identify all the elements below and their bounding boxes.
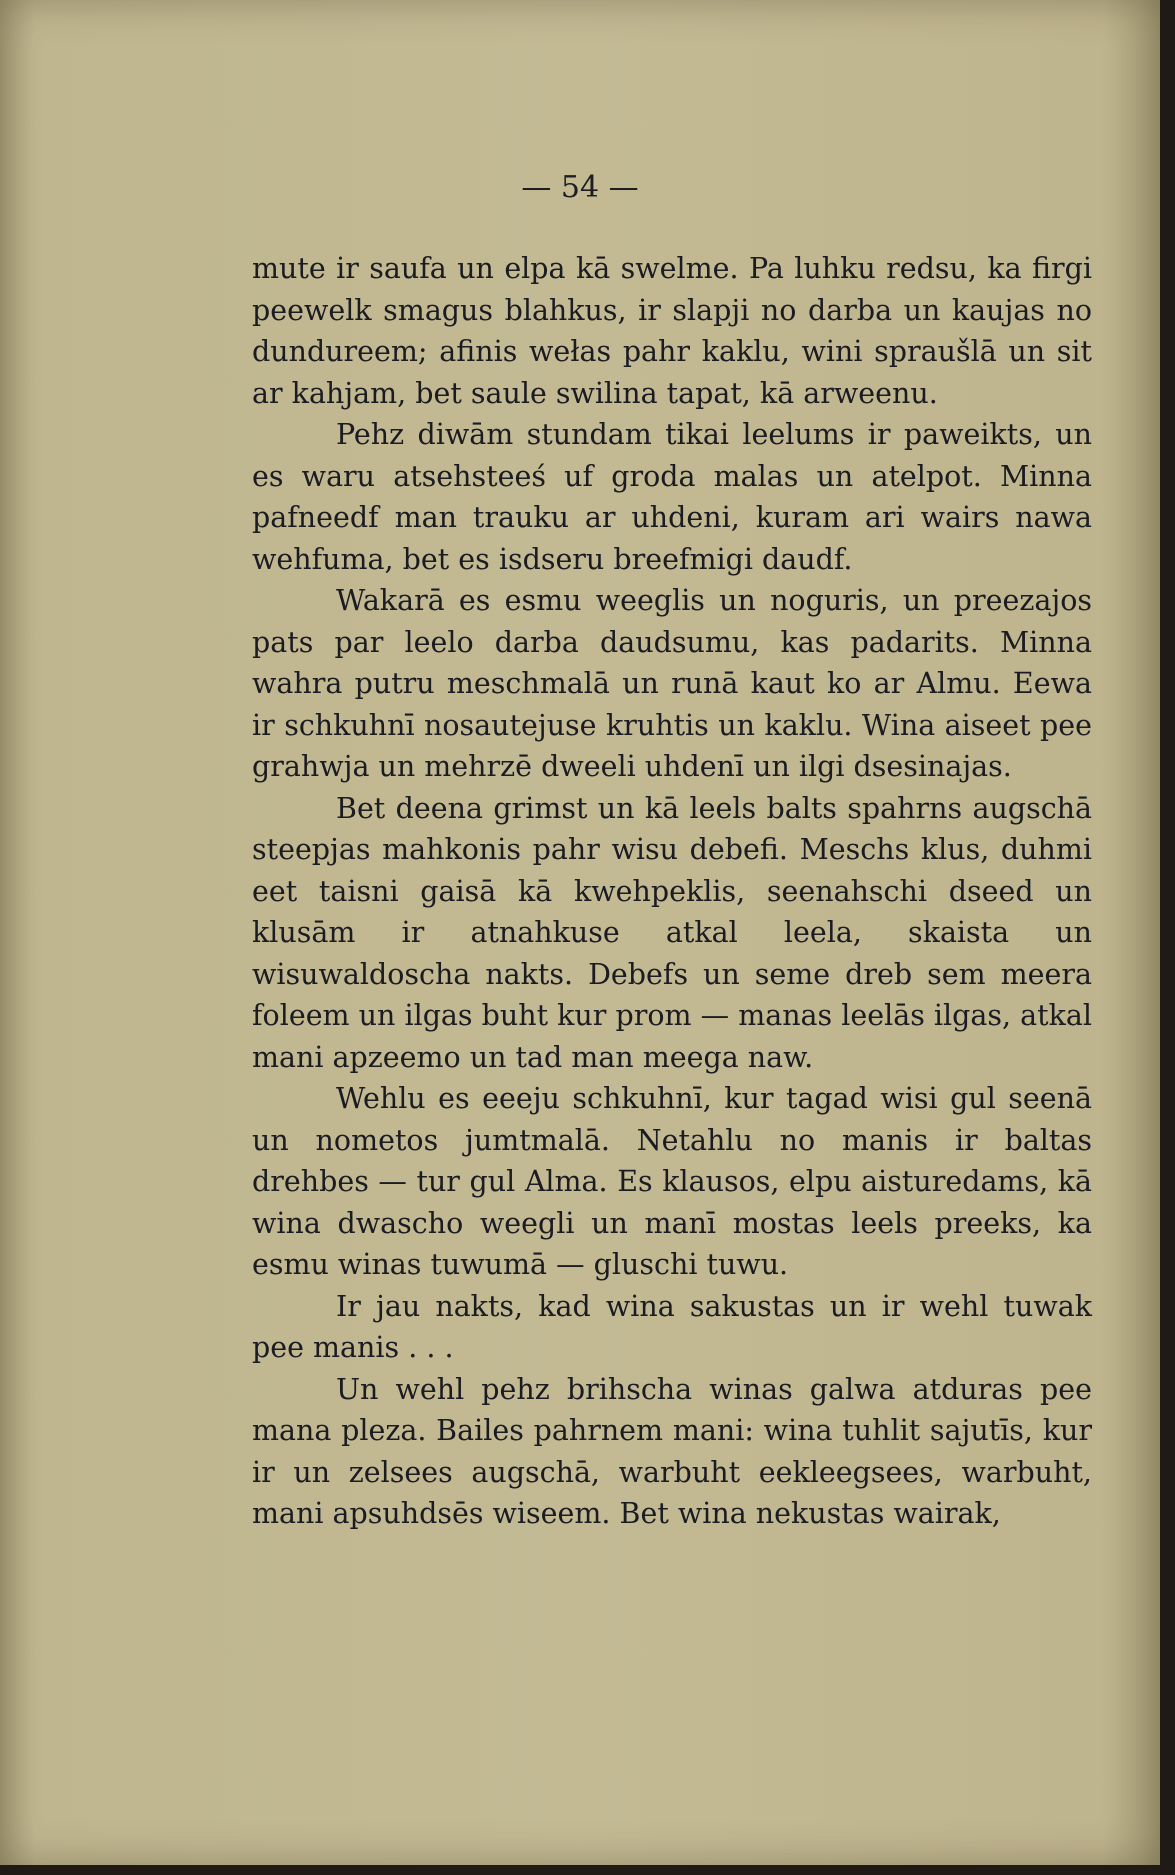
paragraph: Wehlu es eeeju schkuhnī, kur tagad wisi gul seenā un nometos jumtmalā. Netahlu no manis ir baltas drehbes — tur gul Alma. Es klausos, elpu aisturedams, kā wina dwascho weegli un manī mostas leels preeks, ka esmu winas tuwumā — gluschi tuwu. bbox=[252, 1082, 1092, 1281]
paragraph: Un wehl pehz brihscha winas galwa atduras pee mana pleza. Bailes pahrnem mani: wina tuhlit sajutīs, kur ir un zelsees augschā, warbuht eekleegsees, warbuht, mani apsuhdsēs wiseem. Bet wina nekustas wairak, bbox=[252, 1372, 1092, 1530]
page-number: — 54 — bbox=[521, 170, 639, 205]
paragraph: Bet deena grimst un kā leels balts spahrns augschā steepjas mahkonis pahr wisu debefi. Meschs klus, duhmi eet taisni gaisā kā kwehpeklis, seenahschi dseed un klusām ir atnahkuse atkal leela, skaista un wisuwaldoscha nakts. Debefs un seme dreb sem meera foleem un ilgas buht kur prom — manas leelās ilgas, atkal mani apzeemo un tad man meega naw. bbox=[252, 791, 1092, 1074]
body-text bbox=[252, 248, 1092, 1535]
paragraph: Ir jau nakts, kad wina sakustas un ir wehl tuwak pee manis . . . bbox=[252, 1289, 1092, 1364]
paragraph: Pehz diwām stundam tikai leelums ir paweikts, un es waru atsehsteeś uf groda malas un atelpot. Minna pafneedf man trauku ar uhdeni, kuram ari wairs nawa wehfuma, bet es isdseru breefmigi daudf. bbox=[252, 418, 1092, 576]
paragraph: Wakarā es esmu weeglis un noguris, un preezajos pats par leelo darba daudsumu, kas padarits. Minna wahra putru meschmalā un runā kaut ko ar Almu. Eewa ir schkuhnī nosautejuse kruhtis un kaklu. Wina aiseet pee grahwja un mehrzē dweeli uhdenī un ilgi dsesinajas. bbox=[252, 584, 1092, 783]
paragraph: mute ir saufa un elpa kā swelme. Pa luhku redsu, ka firgi peewelk smagus blahkus, ir slapji no darba un kaujas no dundureem; afinis wełas pahr kaklu, wini spraušlā un sit ar kahjam, bet saule swilina tapat, kā arweenu. bbox=[252, 252, 1092, 410]
